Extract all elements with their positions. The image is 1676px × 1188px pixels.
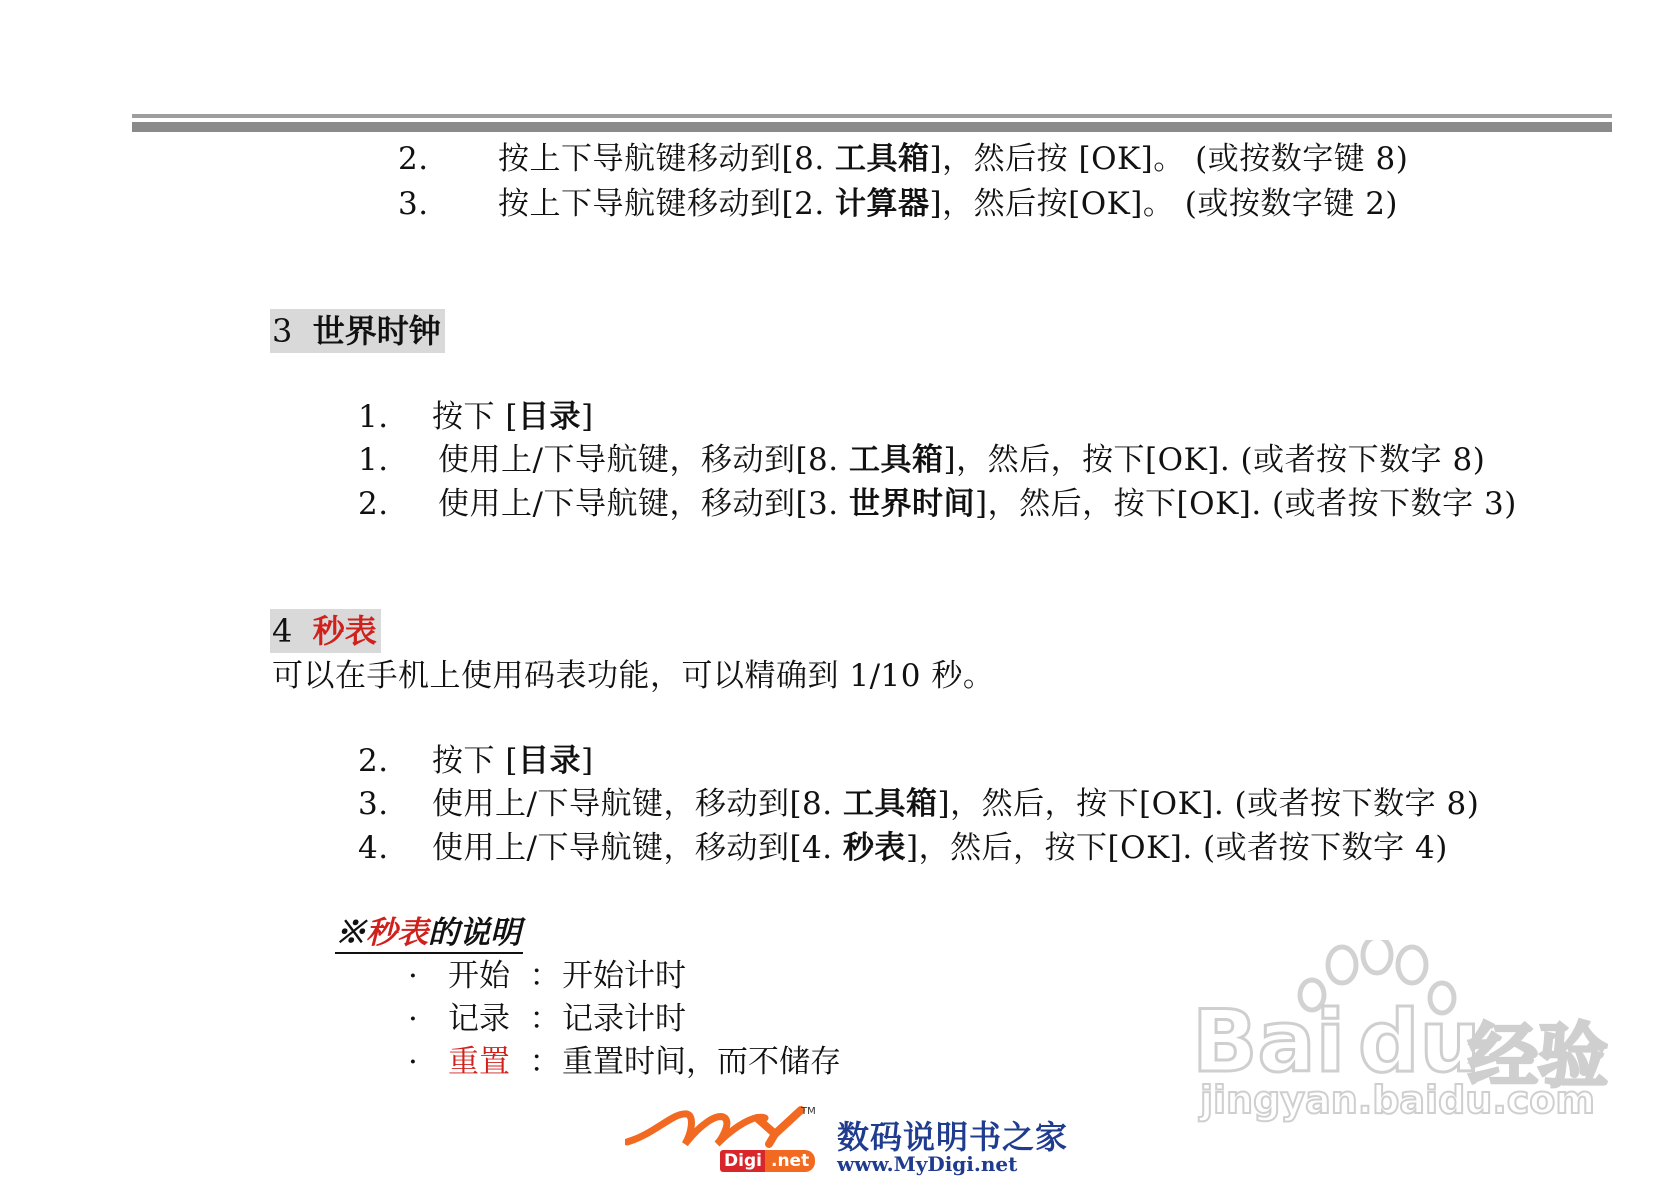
section3-step-3 [358, 484, 1517, 524]
bullet-term: 开始 [448, 958, 510, 994]
step-number: 4. [358, 830, 389, 866]
section4-heading-number: 4 [272, 612, 293, 650]
section4-step-1 [358, 741, 594, 781]
bullet-desc: 重置时间，而不储存 [562, 1044, 841, 1080]
step-text-tail: ] [580, 743, 594, 779]
note-suffix: 的说明 [428, 915, 521, 951]
header-rule-thick [132, 122, 1612, 132]
bullet-separator: ： [529, 958, 561, 994]
logo-url: www.MyDigi.net [837, 1152, 1018, 1176]
section3-heading-title: 世界时钟 [312, 312, 441, 350]
bullet-dot: · [408, 1044, 418, 1080]
step-text: 按下 [ [432, 399, 518, 435]
bullet-dot: · [408, 1001, 418, 1037]
step-number: 2. [358, 743, 389, 779]
badge-net: .net [765, 1150, 815, 1172]
step-bold: 工具箱 [835, 141, 930, 177]
watermark-brand: Bai [1192, 992, 1346, 1092]
baidu-jingyan-watermark [1192, 940, 1608, 1122]
bullet-separator: ： [529, 1044, 561, 1080]
step-text-tail: ]，然后按[OK]。 (或按数字键 2) [929, 186, 1399, 222]
section4-heading [270, 609, 381, 653]
step-bold: 计算器 [835, 186, 930, 222]
bullet-item-start [408, 956, 686, 996]
step-number: 3. [358, 786, 389, 822]
section3-step-1 [358, 397, 594, 437]
step-bold: 目录 [517, 743, 581, 779]
step-text: 使用上/下导航键，移动到[8. [432, 786, 843, 822]
logo-title: 数码说明书之家 [837, 1118, 1069, 1156]
watermark-url: jingyan.baidu.com [1200, 1078, 1595, 1122]
bullet-desc: 开始计时 [562, 958, 686, 994]
step-bold: 秒表 [842, 830, 906, 866]
bullet-term: 重置 [448, 1044, 510, 1080]
bullet-separator: ： [529, 1001, 561, 1037]
step-text-tail: ] [580, 399, 594, 435]
note-prefix: ※ [335, 915, 366, 951]
section3-step-2 [358, 440, 1485, 480]
bullet-item-record [408, 999, 686, 1039]
step-number: 1. [358, 399, 389, 435]
bullet-desc: 记录计时 [562, 1001, 686, 1037]
badge-digi: Digi [720, 1150, 766, 1172]
step-text: 使用上/下导航键，移动到[8. [438, 442, 849, 478]
section4-step-2 [358, 784, 1479, 824]
step-text: 使用上/下导航键，移动到[4. [432, 830, 843, 866]
step-text: 按下 [ [432, 743, 518, 779]
watermark-suffix: 经验 [1468, 1015, 1608, 1097]
step-number: 3. [398, 186, 429, 222]
step-text: 按上下导航键移动到[2. [498, 186, 836, 222]
step-text-tail: ]，然后，按下[OK]. (或者按下数字 4) [905, 830, 1448, 866]
note-red-text: 秒表 [366, 915, 428, 951]
step-bold: 工具箱 [842, 786, 938, 822]
section3-heading-number: 3 [272, 312, 293, 350]
step-text-tail: ]，然后按 [OK]。 (或按数字键 8) [929, 141, 1409, 177]
top-step-1 [398, 139, 1408, 179]
step-bold: 工具箱 [848, 442, 944, 478]
step-text: 按上下导航键移动到[8. [498, 141, 836, 177]
step-text-tail: ]，然后，按下[OK]. (或者按下数字 8) [937, 786, 1480, 822]
stopwatch-note-heading [335, 914, 523, 954]
step-number: 1. [358, 442, 389, 478]
bullet-term: 记录 [448, 1001, 510, 1037]
step-text: 使用上/下导航键，移动到[3. [438, 486, 849, 522]
step-bold: 目录 [517, 399, 581, 435]
bullet-item-reset [408, 1042, 841, 1082]
step-bold: 世界时间 [848, 486, 975, 522]
section4-heading-title: 秒表 [312, 612, 377, 650]
step-text-tail: ]，然后，按下[OK]. (或者按下数字 8) [943, 442, 1486, 478]
section4-step-3 [358, 828, 1448, 868]
top-step-2 [398, 184, 1398, 224]
step-number: 2. [358, 486, 389, 522]
step-number: 2. [398, 141, 429, 177]
header-rule-thin [132, 114, 1612, 118]
tm-mark: TM [801, 1106, 816, 1117]
section4-intro: 可以在手机上使用码表功能，可以精确到 1/10 秒。 [272, 658, 995, 694]
bullet-dot: · [408, 958, 418, 994]
step-text-tail: ]，然后，按下[OK]. (或者按下数字 3) [974, 486, 1517, 522]
section3-heading [270, 309, 445, 353]
mydigi-logo [625, 1104, 1069, 1180]
watermark-brand-2: du [1358, 992, 1481, 1092]
